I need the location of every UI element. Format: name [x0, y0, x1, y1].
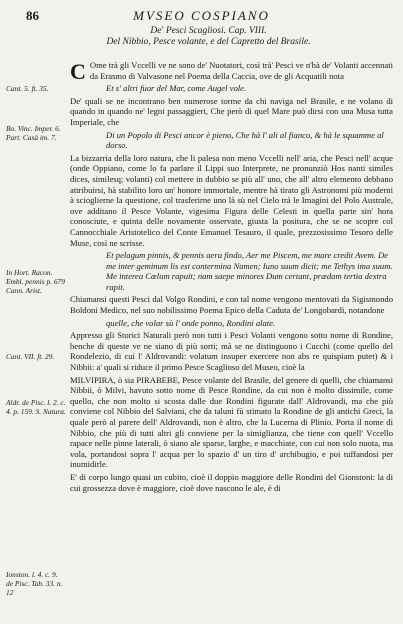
margin-note-4: Cant. VII. ft. 29. [6, 352, 55, 361]
paragraph-4: Chiamansi questi Pesci dal Volgo Rondini, e con tal nome vengono mentovati da Sigismondo Boldoni Medico, nel suo nobilissimo Poema Epico della Caduta de' Longobardi, notandone [70, 294, 393, 316]
margin-note-2: Bo. Vinc. Imper. 6. Part. Casà im. 7. [6, 124, 61, 142]
paragraph-2: De' quali se ne incontrano ben numerose torme da chi naviga nel Brasile, e ne volano di quando in quando ne' legni passaggieri, Che però di quel Mare può dirsi con una Musa tutta Imperiale, che [70, 95, 393, 127]
section-title: Del Nibbio, Pesce volante, e del Capretto del Brasile. [106, 37, 311, 47]
chapter-heading [20, 26, 397, 48]
paragraph-3: La bizzarria della loro natura, che li palesa non meno Vccelli nell' aria, che Pesci nell' acque (onde Oppiano, come lo fa parlare il Lippi suo Interprete, ne pronunziò Hos nanti similes dices, similesq; volanti) col mettere in dubbio se più all' uno, che all' altro elemento debbano attribuirsi, hà stabilito loro un' honore immortale, mentre hà tirato gli Astronomi più moderni à scioglierne la questione, col trasferirne uno là sù nel Cielo trà le Imagini del Polo Australe, ove additano il Pesce Volante, vigesima Figura delle Celesti in quella parte sin' hora conosciute, e quinta delle novamente osservate, giusta la positura, che se ne scopre col Cannocchiale Aristotelico del Conte Emanuel Tesauro, il quale, prezzosissimo Tesoro delle Muse, così ne scrisse. [70, 152, 393, 248]
running-title: MVSEO COSPIANO [133, 8, 270, 23]
main-text [70, 60, 393, 614]
verse-4: quelle, che volar sù l' onde ponno, Rondini alate. [106, 317, 276, 328]
verse-2: Di un Popolo di Pesci ancor è pieno, Che hà l' ali al fianco, & hà le squamme al dorso. [106, 129, 384, 151]
margin-note-5: Aldr. de Pisc. l. 2. c. 4. p. 159. S. Natura. [6, 398, 66, 416]
margin-note-6: Ionston. l. 4. c. 9. de Pisc. Tab. 33. n. 12 [6, 570, 63, 597]
page-header [6, 8, 397, 24]
paragraph-5: Appresso gli Storici Naturali però non tutti i Pesci Volanti vengono sotto nome di Rondine, benche di queste ve ne siano di più sorti; mà se ne distinguono i Cucchi (come quello del Rondelezio, di cui l' Aldrovandi: volatum insuper exercere non abs re quispiam putet) & i Nibbii: a' quali si riduce il primo Pesce Scaglioso del Museo, cioè la [70, 330, 393, 373]
verse-3: Et pelagum pinnis, & pennis aera findo, Aer me Piscem, me mare credit Avem. De me inter geminum lis est contermina Numen; Iuno suum dicit; me Tethys ima suum. Me interea Cœlum rapuit; nam saepe minores Dum certant, prædam tertia dextra rapit. [106, 250, 393, 292]
verse-1: Et s' altri fuor del Mar, come Augel vole. [106, 83, 247, 94]
paragraph-7: E' di corpo lungo quasi un cubito, cioè il doppio maggiore delle Rondini del Gionstoni: la di cui grossezza dove è maggiore, cioè dove nascono le ale, è di [70, 471, 393, 493]
margin-note-3: In Hort. Racon. Embl. pennis p. 679 Cann. Arist. [6, 268, 65, 295]
paragraph-6: MILVIPIRA, ò sia PIRABEBE, Pesce volante del Brasile, del genere di quelli, che chiamansi Nibbii, ò Milvi, havuto sotto nome di Pesce Rondine, da cui non è molto dissimile, come quello, che non molto si scosta dalle due Rondini figurate dall' Aldrovandi, ma che più conviene col Nibbio del Salviani, che da taluni fù stimato la Rondine de gli antichi Greci, la quale però al parere dell' Aldrovandi, non è altro, che la Lucerna di Plinio. Porta il nome di Nibbio, che più di tutti altri gli conviene per la simiglianza, che tiene con quell' Vccello rapace nelle pinne laterali, ò siano ale sparse, larghe, e macchiate, con cui non solo nuota, ma vola, portandosi sopra l' acqua per lo spazio d' un tiro d' archibugio, e poi tuffandosi per inumidirle. [70, 374, 393, 470]
paragraph-1 [70, 59, 393, 84]
paragraph-1-text: Ome trà gli Vccelli ve ne sono de' Nuotatori, così trà' Pesci ve n'hà de' Volanti accennati da Erasmo di Valvasone nel Poema della Caccia, ove de gli Acquatili nota [89, 60, 393, 81]
chapter-title: De' Pesci Scagliosi. Cap. VIII. [150, 26, 267, 36]
margin-note-1: Cant. 5. ft. 35. [6, 84, 49, 93]
page-number: 86 [26, 8, 39, 23]
drop-cap: C [70, 59, 86, 84]
